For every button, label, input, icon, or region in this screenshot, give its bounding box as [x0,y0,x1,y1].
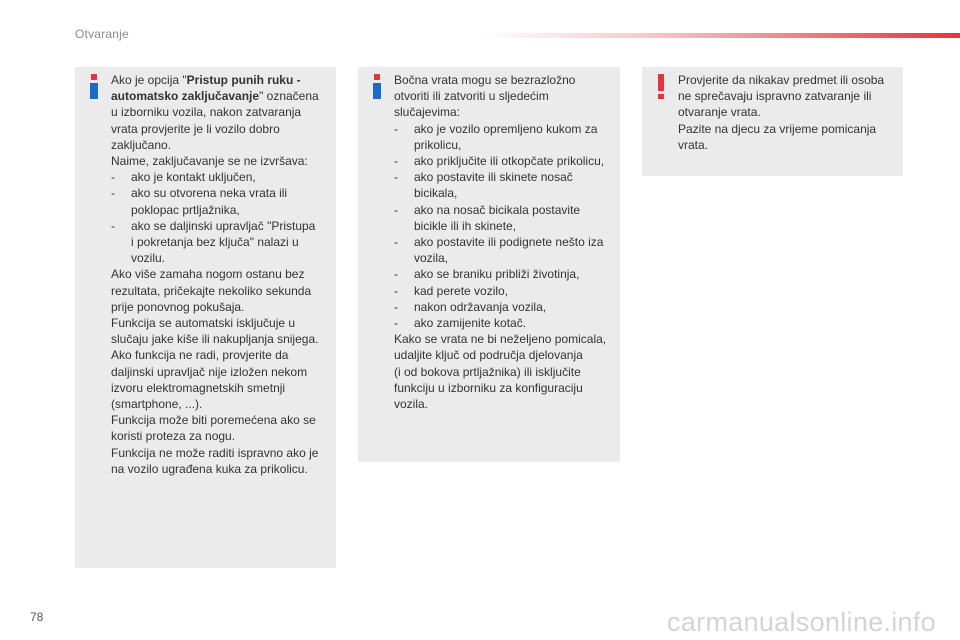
text-line: (i od bokova prtljažnika) ili isključite [394,364,581,379]
dash: - [394,202,398,217]
dash: - [394,235,398,250]
site-watermark: carmanualsonline.info [667,607,936,637]
dash: - [111,218,115,233]
list-item [394,283,612,299]
list-item [111,185,328,201]
dash: - [394,154,398,169]
list-item-continuation: prikolicu, [414,137,462,152]
info-box-hands-free [75,67,336,568]
list-item-text: ako na nosač bicikala postavite [414,202,581,217]
text-line: otvoriti ili zatvoriti u sljedećim [394,89,549,104]
list-item [394,121,612,137]
text-line: Ako više zamaha nogom ostanu bez [111,267,305,282]
text-line: funkciju u izborniku za konfiguraciju [394,380,583,395]
text-line: udaljite ključ od područja djelovanja [394,348,583,363]
text-line: Funkcija se automatski isključuje u [111,316,296,331]
text-line: (smartphone, ...). [111,397,203,412]
info-box-text [111,72,328,477]
text-line: Ako funkcija ne radi, provjerite da [111,348,289,363]
text-line: ne sprečavaju ispravno zatvaranje ili [678,89,872,104]
list-item [394,299,612,315]
text-line: Provjerite da nikakav predmet ili osoba [678,73,885,87]
text-line: prije ponovnog pokušaja. [111,299,245,314]
dash: - [111,186,115,201]
list-item-text: ako su otvorena neka vrata ili [131,186,288,201]
text-line: zaključano. [111,137,172,152]
text-span: Ako je opcija " [111,73,187,87]
dash: - [394,299,398,314]
page-header-title: Otvaranje [75,27,129,41]
list-item-continuation: vozila, [414,251,449,266]
page-number: 78 [30,610,44,624]
list-item-continuation: i pokretanja bez ključa" nalazi u [131,235,299,250]
dash: - [394,267,398,282]
bold-option-name: automatsko zaključavanje [111,89,260,104]
info-icon [88,74,100,99]
list-item [394,153,612,169]
list-item-text: kad perete vozilo, [414,283,509,298]
list-item [394,234,612,250]
list-item-text: ako postavite ili skinete nosač [414,170,573,185]
text-line: Funkcija ne može raditi ispravno ako je [111,445,319,460]
list-item-text: ako se daljinski upravljač "Pristupa [131,218,316,233]
text-line: izvoru elektromagnetskih smetnji [111,380,286,395]
bold-option-name: Pristup punih ruku - [186,73,301,87]
list-item [394,315,612,331]
list-item-continuation: bicikle ili ih skinete, [414,218,517,233]
list-item-continuation: vozilu. [131,251,166,266]
list-item-text: ako se braniku približi životinja, [414,267,580,282]
text-line: Bočna vrata mogu se bezrazložno [394,73,576,87]
dash: - [111,170,115,185]
info-icon [371,74,383,99]
text-span: " označena [259,89,319,104]
dash: - [394,283,398,298]
list-item [394,266,612,282]
dash: - [394,316,398,331]
list-item-text: ako postavite ili podignete nešto iza [414,235,604,250]
warning-icon [655,74,667,99]
text-line: Naime, zaključavanje se ne izvršava: [111,154,308,169]
dash: - [394,121,398,136]
list-item-text: nakon održavanja vozila, [414,299,547,314]
header-accent-line [480,33,960,38]
text-line: Pazite na djecu za vrijeme pomicanja [678,121,877,136]
warning-box [642,67,903,176]
list-item [111,169,328,185]
info-box-text [394,72,612,412]
list-item-text: ako je vozilo opremljeno kukom za [414,121,598,136]
list-item [394,202,612,218]
info-box-sliding-doors [358,67,620,462]
dash: - [394,170,398,185]
list-item-text: ako zamijenite kotač. [414,316,527,331]
text-line: vozila. [394,397,429,412]
text-line: vrata. [678,137,709,152]
text-line: otvaranje vrata. [678,105,761,120]
list-item-continuation: bicikala, [414,186,458,201]
text-line: u izborniku vozila, nakon zatvaranja [111,105,302,120]
text-line: Kako se vrata ne bi neželjeno pomicala, [394,332,607,347]
list-item [111,218,328,234]
text-line: na vozilo ugrađena kuka za prikolicu. [111,461,308,476]
list-item [394,169,612,185]
warning-box-text [678,72,895,153]
list-item-text: ako priključite ili otkopčate prikolicu, [414,154,605,169]
list-item-continuation: poklopac prtljažnika, [131,202,240,217]
text-line: slučaju jake kiše ili nakupljanja snijega. [111,332,319,347]
text-line: vrata provjerite je li vozilo dobro [111,121,280,136]
text-line: slučajevima: [394,105,461,120]
text-line: rezultata, pričekajte nekoliko sekunda [111,283,312,298]
text-line: koristi proteza za nogu. [111,429,236,444]
text-line: Funkcija može biti poremećena ako se [111,413,316,428]
list-item-text: ako je kontakt uključen, [131,170,256,185]
text-line: daljinski upravljač nije izložen nekom [111,364,308,379]
